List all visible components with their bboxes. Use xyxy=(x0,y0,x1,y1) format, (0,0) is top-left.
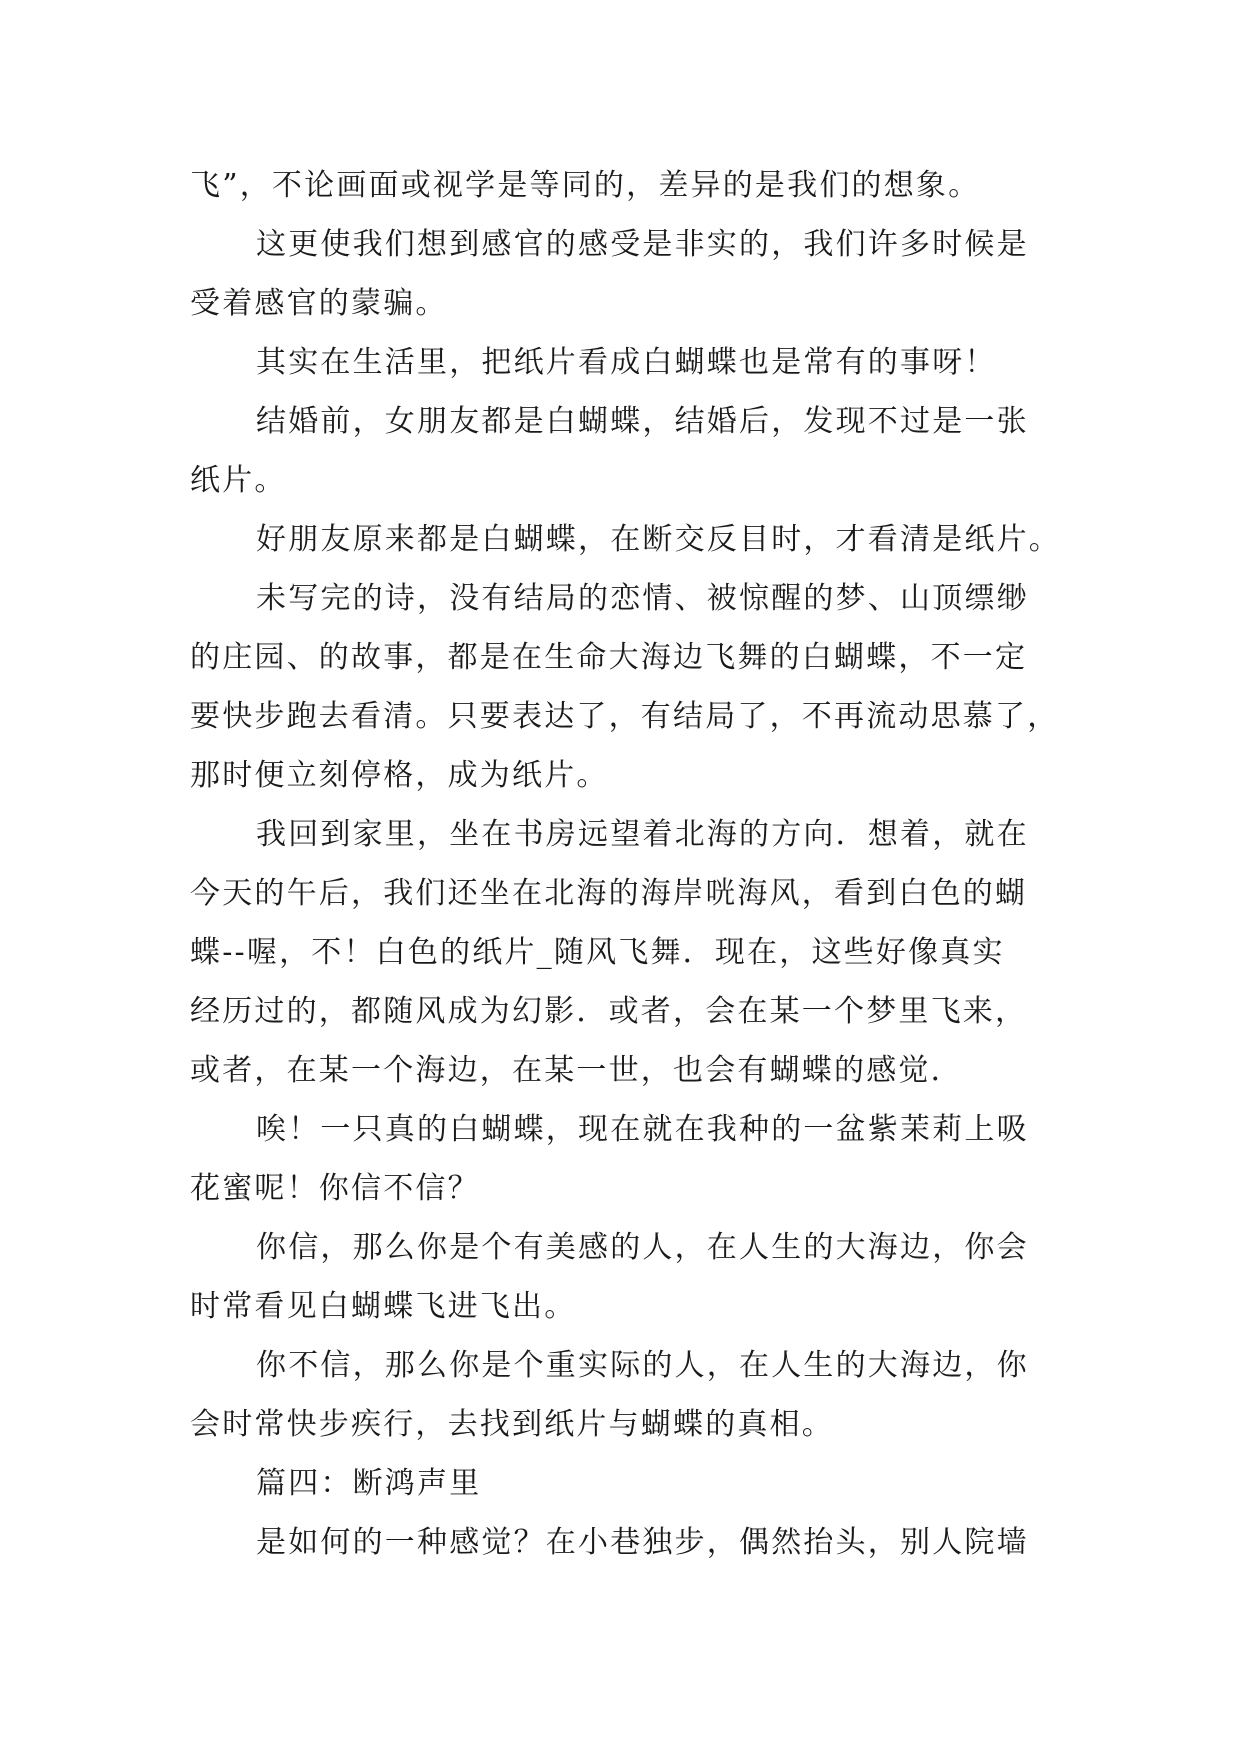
text-line: 或者，在某一个海边，在某一世，也会有蝴蝶的感觉． xyxy=(190,1053,963,1088)
text-line: 你信，那么你是个有美感的人，在人生的大海边，你会 xyxy=(256,1230,1029,1265)
text-line: 结婚前，女朋友都是白蝴蝶，结婚后，发现不过是一张 xyxy=(256,404,1029,439)
text-line: 其实在生活里，把纸片看成白蝴蝶也是常有的事呀！ xyxy=(256,345,997,380)
text-line: 受着感官的蒙骗。 xyxy=(190,286,448,321)
text-line: 要快步跑去看清。只要表达了，有结局了，不再流动思慕了， xyxy=(190,699,1060,734)
text-line: 纸片。 xyxy=(190,463,287,498)
text-line: 我回到家里，坐在书房远望着北海的方向．想着，就在 xyxy=(256,817,1029,852)
text-line: 花蜜呢！你信不信？ xyxy=(190,1171,480,1206)
text-line: 的庄园、的故事，都是在生命大海边飞舞的白蝴蝶，不一定 xyxy=(190,640,1028,675)
text-line: 这更使我们想到感官的感受是非实的，我们许多时候是 xyxy=(256,227,1029,262)
text-line: 会时常快步疾行，去找到纸片与蝴蝶的真相。 xyxy=(190,1407,834,1442)
text-line: 那时便立刻停格，成为纸片。 xyxy=(190,758,609,793)
text-line: 经历过的，都随风成为幻影．或者，会在某一个梦里飞来， xyxy=(190,994,1028,1029)
text-line: 篇四：断鸿声里 xyxy=(256,1466,482,1501)
text-line: 好朋友原来都是白蝴蝶，在断交反目时，才看清是纸片。 xyxy=(256,522,1061,557)
text-line: 你不信，那么你是个重实际的人，在人生的大海边，你 xyxy=(256,1348,1029,1383)
text-line: 蝶--喔，不！白色的纸片_随风飞舞．现在，这些好像真实 xyxy=(190,935,1005,970)
document-body xyxy=(190,156,1060,1572)
text-line: 今天的午后，我们还坐在北海的海岸咣海风，看到白色的蝴 xyxy=(190,876,1028,911)
text-line: 未写完的诗，没有结局的恋情、被惊醒的梦、山顶缥缈 xyxy=(256,581,1029,616)
text-line: 飞”，不论画面或视学是等同的，差异的是我们的想象。 xyxy=(190,168,981,203)
text-line: 时常看见白蝴蝶飞进飞出。 xyxy=(190,1289,577,1324)
text-line: 是如何的一种感觉？在小巷独步，偶然抬头，别人院墙 xyxy=(256,1525,1029,1560)
text-line: 唉！一只真的白蝴蝶，现在就在我种的一盆紫茉莉上吸 xyxy=(256,1112,1029,1147)
